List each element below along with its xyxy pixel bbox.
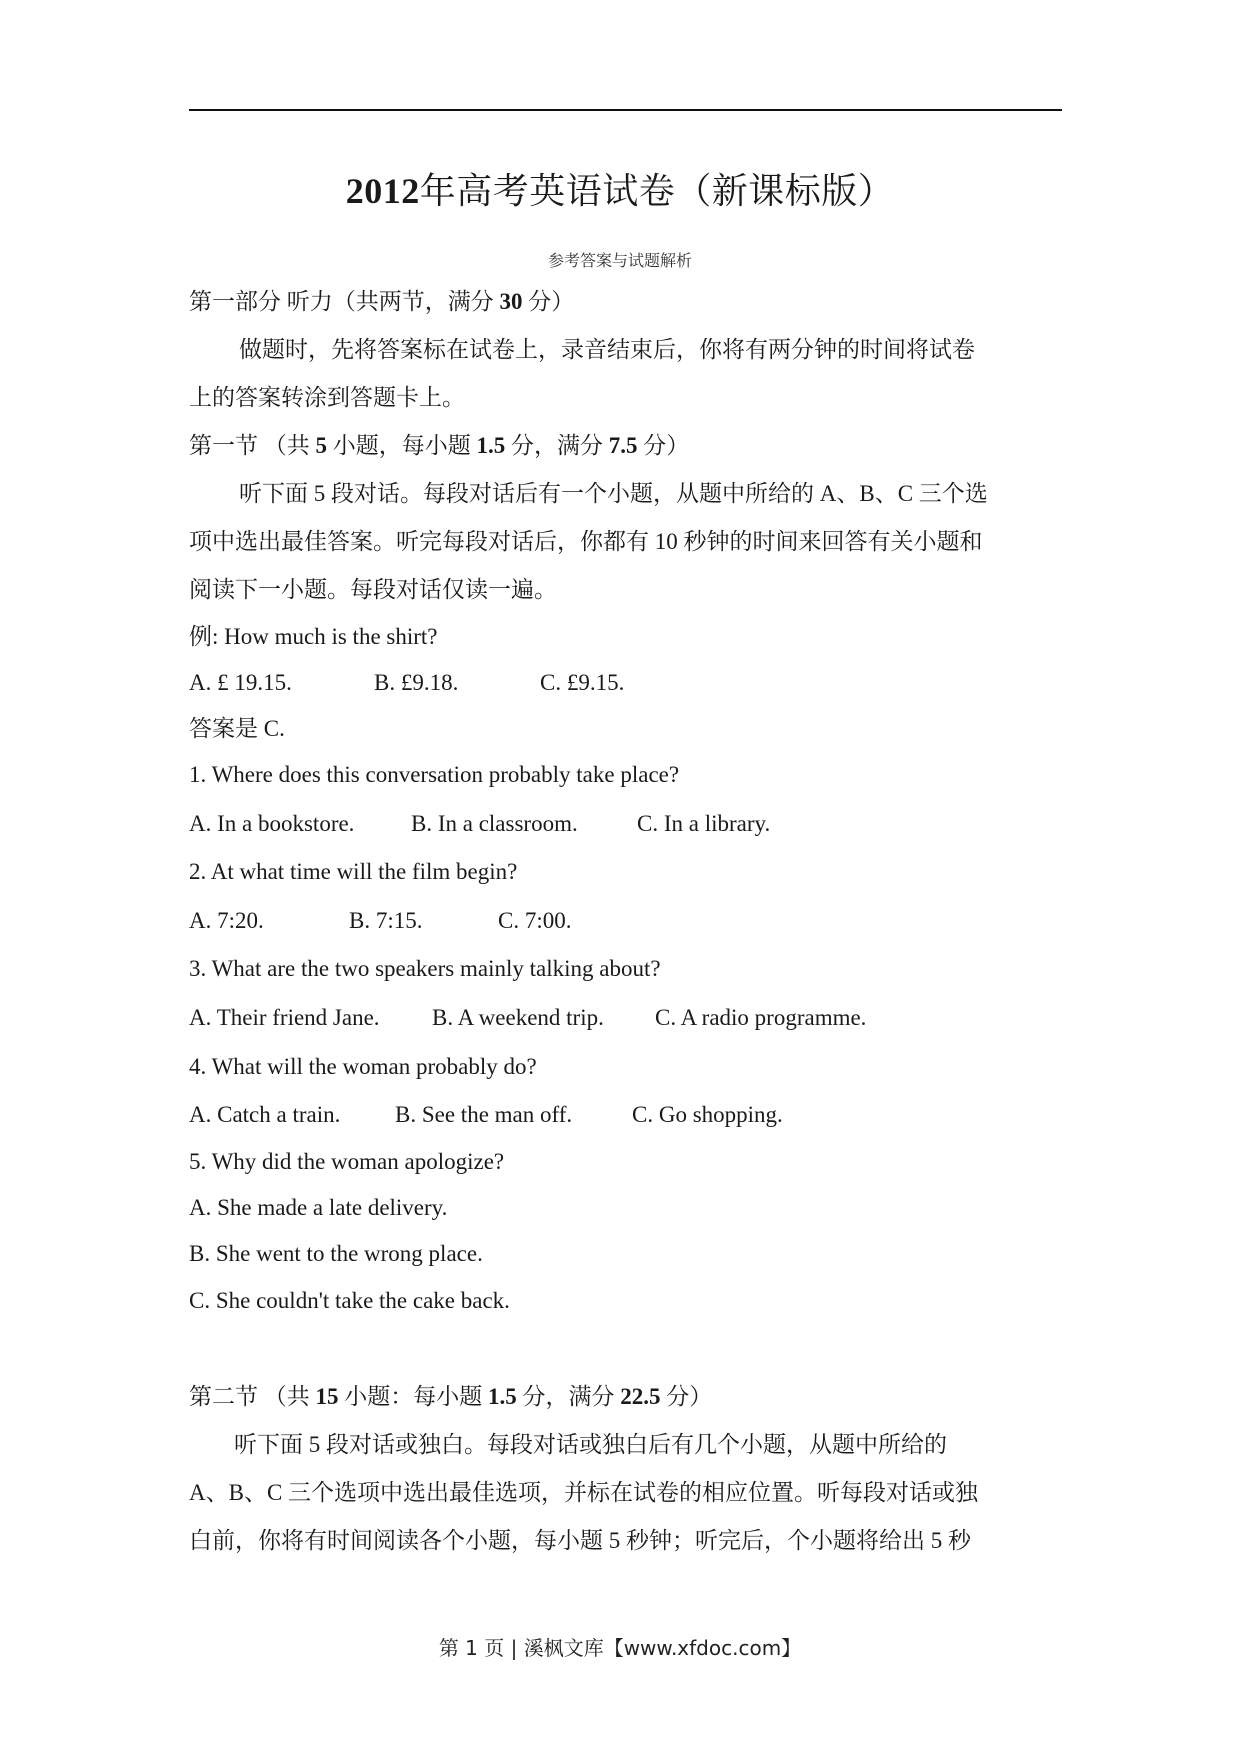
q2-option-a: A. 7:20. (189, 908, 264, 933)
section2-instruction-line1: 听下面 5 段对话或独白。每段对话或独白后有几个小题，从题中所给的 (234, 1432, 947, 1457)
example-option-c: C. £9.15. (540, 670, 625, 695)
q1-option-a: A. In a bookstore. (189, 811, 355, 836)
section1-instruction-line3: 阅读下一小题。每段对话仅读一遍。 (189, 577, 557, 602)
question-5: 5. Why did the woman apologize? (189, 1149, 505, 1174)
q3-option-a: A. Their friend Jane. (189, 1005, 380, 1030)
q4-option-a: A. Catch a train. (189, 1102, 341, 1127)
title-text: 年高考英语试卷（新课标版） (419, 171, 895, 211)
example-option-b: B. £9.18. (374, 670, 459, 695)
q2-option-b: B. 7:15. (349, 908, 423, 933)
page-footer: 第 1 页 | 溪枫文库【www.xfdoc.com】 (438, 1636, 802, 1660)
example-option-a: A. £ 19.15. (189, 670, 292, 695)
q3-option-b: B. A weekend trip. (432, 1005, 604, 1030)
q5-option-a: A. She made a late delivery. (189, 1195, 448, 1220)
q1-option-b: B. In a classroom. (411, 811, 578, 836)
q3-option-c: C. A radio programme. (655, 1005, 867, 1030)
part1-heading: 第一部分 听力（共两节，满分 30 分） (189, 289, 575, 314)
section2-instruction-line3: 白前，你将有时间阅读各个小题，每小题 5 秒钟；听完后，个小题将给出 5 秒 (189, 1528, 971, 1553)
section2-heading: 第二节 （共 15 小题：每小题 1.5 分，满分 22.5 分） (189, 1384, 713, 1409)
q4-option-c: C. Go shopping. (632, 1102, 783, 1127)
page-title (0, 168, 1240, 214)
section2-instruction-line2: A、B、C 三个选项中选出最佳选项，并标在试卷的相应位置。听每段对话或独 (189, 1480, 979, 1505)
question-1: 1. Where does this conversation probably take place? (189, 762, 680, 787)
q4-option-b: B. See the man off. (395, 1102, 573, 1127)
title-year: 2012 (345, 171, 420, 211)
section1-instruction-line1: 听下面 5 段对话。每段对话后有一个小题，从题中所给的 A、B、C 三个选 (239, 481, 988, 506)
q5-option-c: C. She couldn't take the cake back. (189, 1288, 510, 1313)
question-4: 4. What will the woman probably do? (189, 1054, 537, 1079)
part1-instruction-line2: 上的答案转涂到答题卡上。 (189, 385, 465, 410)
q1-option-c: C. In a library. (637, 811, 771, 836)
example-question: 例: How much is the shirt? (189, 624, 438, 649)
example-answer: 答案是 C. (189, 716, 285, 741)
question-3: 3. What are the two speakers mainly talking about? (189, 956, 661, 981)
part1-instruction-line1: 做题时，先将答案标在试卷上，录音结束后，你将有两分钟的时间将试卷 (239, 337, 975, 362)
header-rule (189, 109, 1062, 111)
q5-option-b: B. She went to the wrong place. (189, 1241, 483, 1266)
section1-instruction-line2: 项中选出最佳答案。听完每段对话后，你都有 10 秒钟的时间来回答有关小题和 (189, 529, 983, 554)
page-subtitle: 参考答案与试题解析 (547, 253, 692, 270)
q2-option-c: C. 7:00. (498, 908, 572, 933)
question-2: 2. At what time will the film begin? (189, 859, 518, 884)
section1-heading: 第一节 （共 5 小题，每小题 1.5 分，满分 7.5 分） (189, 433, 690, 458)
